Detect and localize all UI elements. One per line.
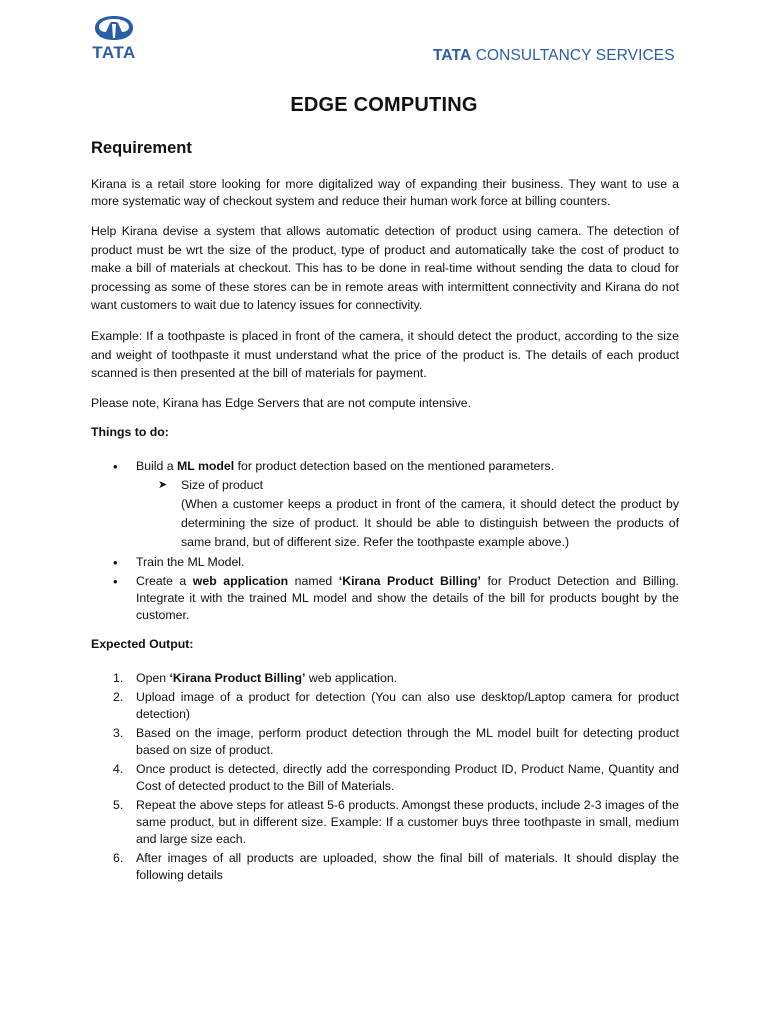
paragraph-note: Please note, Kirana has Edge Servers that are not compute intensive.: [91, 395, 472, 410]
step-text: Open: [136, 670, 170, 685]
step-text: web application.: [305, 670, 398, 685]
things-to-do-list: [91, 458, 679, 624]
list-item: [91, 797, 679, 848]
step-text: Based on the image, perform product detection through the ML model built for detecting product based on size of product.: [136, 725, 679, 757]
step-text: Upload image of a product for detection (You can also use desktop/Laptop camera for product detection): [136, 689, 679, 721]
document-body: [91, 140, 679, 886]
tcs-wordmark-rest: CONSULTANCY SERVICES: [475, 47, 675, 64]
list-item: [91, 761, 679, 795]
list-item: [91, 573, 679, 624]
list-item: [91, 725, 679, 759]
step-text: After images of all products are uploaded, show the final bill of materials. It should display the following details: [136, 850, 679, 882]
arrow-bullet-icon: ➤: [158, 478, 168, 491]
sub-item-label: Size of product: [181, 477, 264, 492]
step-number: 1.: [113, 670, 124, 685]
expected-output-list: [91, 670, 679, 884]
list-item: [91, 670, 679, 687]
list-item: [91, 689, 679, 723]
expected-output-label: Expected Output:: [91, 636, 194, 651]
step-bold-text: ‘Kirana Product Billing’: [169, 670, 306, 685]
section-heading: Requirement: [91, 139, 192, 157]
step-number: 5.: [113, 797, 124, 812]
tata-logo-word: TATA: [92, 43, 136, 62]
list-item: [91, 458, 679, 552]
bullet-bold-text: web application: [192, 573, 289, 588]
list-item: [91, 850, 679, 884]
step-number: 3.: [113, 725, 124, 740]
step-number: 2.: [113, 689, 124, 704]
step-text: Repeat the above steps for atleast 5-6 products. Amongst these products, include 2-3 images of the same product, but in different size. Example: If a customer buys three toothpaste in small, medium and large size each.: [136, 797, 679, 846]
paragraph-example: Example: If a toothpaste is placed in front of the camera, it should detect the product, according to the size and weight of toothpaste it must understand what the price of the product is. The details of each product scanned is then presented at the bill of materials for payment.: [91, 328, 679, 381]
list-item: • Train the ML Model.: [91, 554, 679, 571]
step-number: 6.: [113, 850, 124, 865]
tata-logo: [82, 14, 146, 70]
bullet-text: Build a: [136, 458, 178, 473]
sub-list-item: [136, 477, 679, 552]
tcs-wordmark-tata: TATA: [433, 47, 472, 64]
bullet-text: named: [288, 573, 339, 588]
tcs-wordmark: [433, 47, 675, 65]
bullet-text: Create a: [136, 573, 193, 588]
bullet-text: for product detection based on the mentioned parameters.: [234, 458, 555, 473]
document-title: EDGE COMPUTING: [290, 94, 478, 116]
tata-emblem-icon: [93, 14, 135, 42]
paragraph-help: Help Kirana devise a system that allows automatic detection of product using camera. The detection of product must be wrt the size of the product, type of product and automatically take the cost of product to make a bill of materials at checkout. This has to be done in real-time without sending the data to cloud for processing as some of these stores can be in remote areas with intermittent connectivity and Kirana do not want customers to wait due to latency issues for connectivity.: [91, 224, 679, 313]
bullet-bold-text: ‘Kirana Product Billing’: [338, 573, 481, 588]
bullet-text: for Product Detection and Billing. Integrate it with the trained ML model and show the details of the bill for products bought by the customer.: [136, 573, 679, 622]
paragraph-intro: Kirana is a retail store looking for more digitalized way of expanding their business. They want to use a more systematic way of checkout system and reduce their human work force at billing counters.: [91, 177, 679, 208]
bullet-bold-text: ML model: [177, 458, 235, 473]
step-text: Once product is detected, directly add the corresponding Product ID, Product Name, Quantity and Cost of detected product to the Bill of Materials.: [136, 761, 679, 793]
step-number: 4.: [113, 761, 124, 776]
sub-item-note: (When a customer keeps a product in front of the camera, it should detect the product by determining the size of product. It should be able to distinguish between the products of same brand, but of different size. Refer the toothpaste example above.): [181, 496, 679, 549]
things-to-do-label: Things to do:: [91, 424, 169, 439]
